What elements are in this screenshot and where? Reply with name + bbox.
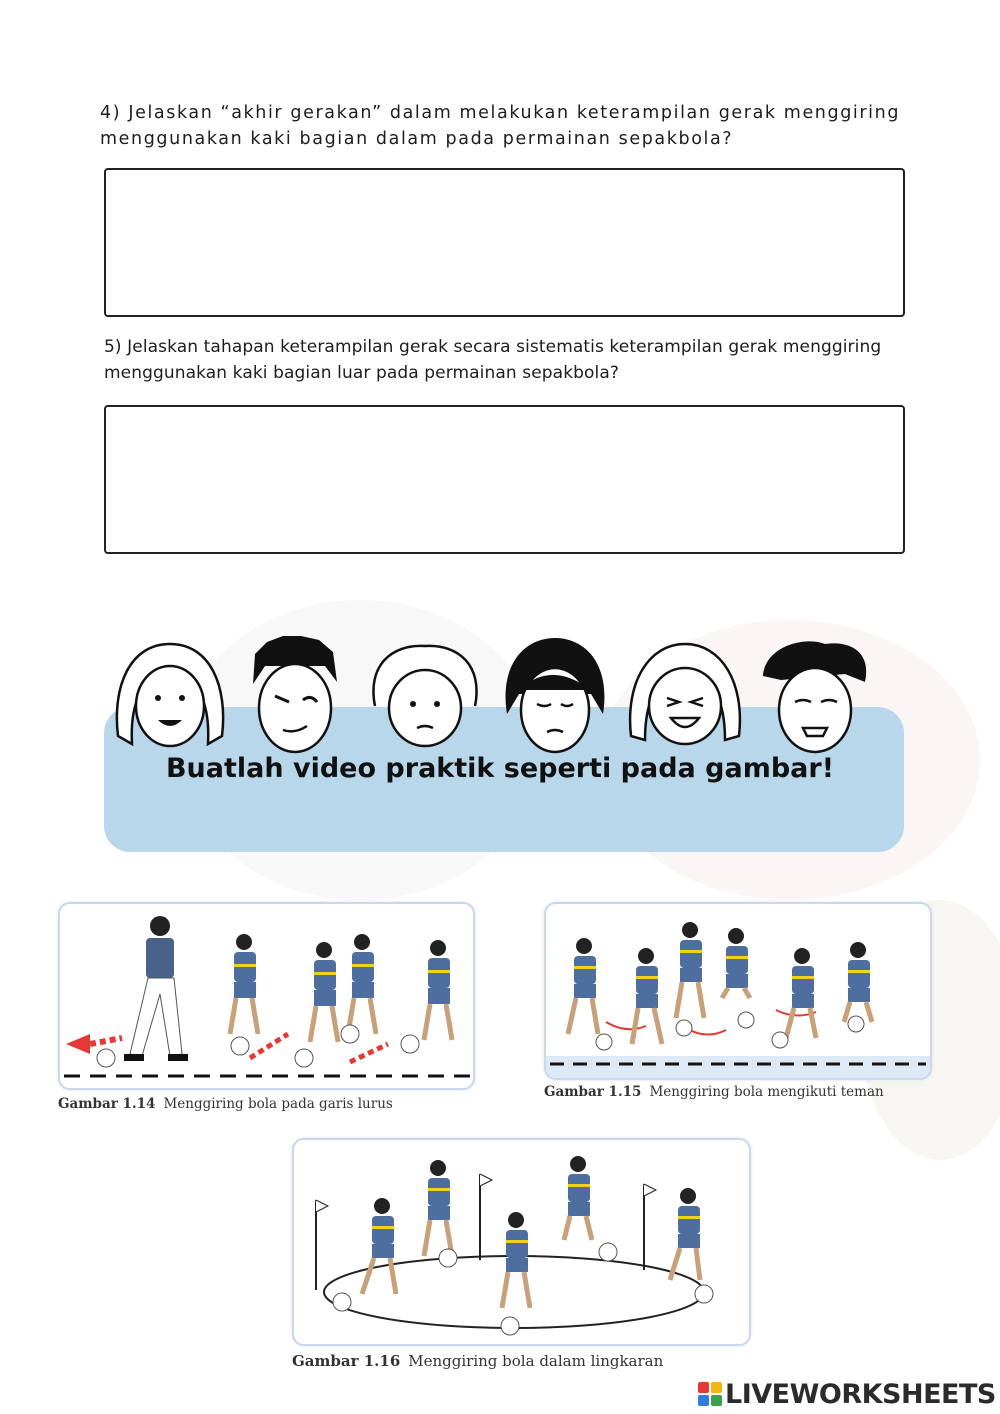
boy-winking-face-icon: [253, 636, 337, 752]
logo-text: LIVEWORKSHEETS: [725, 1378, 996, 1410]
figure-1-15-caption-text: Menggiring bola mengikuti teman: [649, 1084, 884, 1100]
player-figure: [772, 948, 816, 1048]
figure-1-16-image: [292, 1138, 751, 1346]
player-figure: [568, 938, 612, 1050]
girl-laughing-face-icon: [630, 644, 740, 744]
player-figure: [230, 934, 258, 1055]
answer-box-5[interactable]: [104, 405, 905, 554]
figure-1-16-caption: [292, 1352, 663, 1370]
player-figure: [670, 1188, 713, 1303]
figure-1-14-image: [58, 902, 475, 1090]
player-figure: [341, 934, 376, 1043]
figure-1-14-caption: [58, 1096, 393, 1112]
liveworksheets-logo-icon: [698, 1382, 722, 1406]
banner-instruction-text: Buatlah video praktik seperti pada gambar!: [165, 753, 835, 784]
player-figure: [295, 942, 338, 1067]
coach-figure: [97, 916, 188, 1067]
figure-1-15-number: Gambar 1.15: [544, 1084, 642, 1100]
figure-1-14-number: Gambar 1.14: [58, 1096, 156, 1112]
player-figure: [501, 1212, 530, 1335]
figure-1-15-caption: [544, 1084, 884, 1100]
figure-1-16-caption-text: Menggiring bola dalam lingkaran: [408, 1352, 664, 1370]
player-figure: [424, 1160, 457, 1267]
boy-sad-face-icon: [506, 638, 605, 752]
figure-1-16-number: Gambar 1.16: [292, 1352, 401, 1370]
liveworksheets-logo[interactable]: [698, 1376, 996, 1412]
girl-smiling-face-icon: [117, 644, 223, 746]
player-figure: [401, 940, 452, 1053]
player-figure: [844, 942, 872, 1032]
answer-box-4[interactable]: [104, 168, 905, 317]
curly-hair-face-icon: [373, 646, 476, 746]
player-figure: [333, 1198, 396, 1311]
player-figure: [722, 928, 754, 1028]
question-4-text: 4) Jelaskan “akhir gerakan” dalam melakukan keterampilan gerak menggiring menggunakan kaki bagian dalam pada permainan sepakbola?: [100, 103, 901, 149]
boy-worried-face-icon: [763, 641, 866, 752]
figure-1-14-caption-text: Menggiring bola pada garis lurus: [163, 1096, 393, 1112]
player-figure: [564, 1156, 617, 1261]
player-figure: [676, 922, 704, 1018]
faces-row: [110, 636, 910, 756]
question-5-text: 5) Jelaskan tahapan keterampilan gerak secara sistematis keterampilan gerak menggiring menggunakan kaki bagian luar pada permainan sepakbola?: [104, 337, 882, 383]
figure-1-15-image: [544, 902, 932, 1080]
